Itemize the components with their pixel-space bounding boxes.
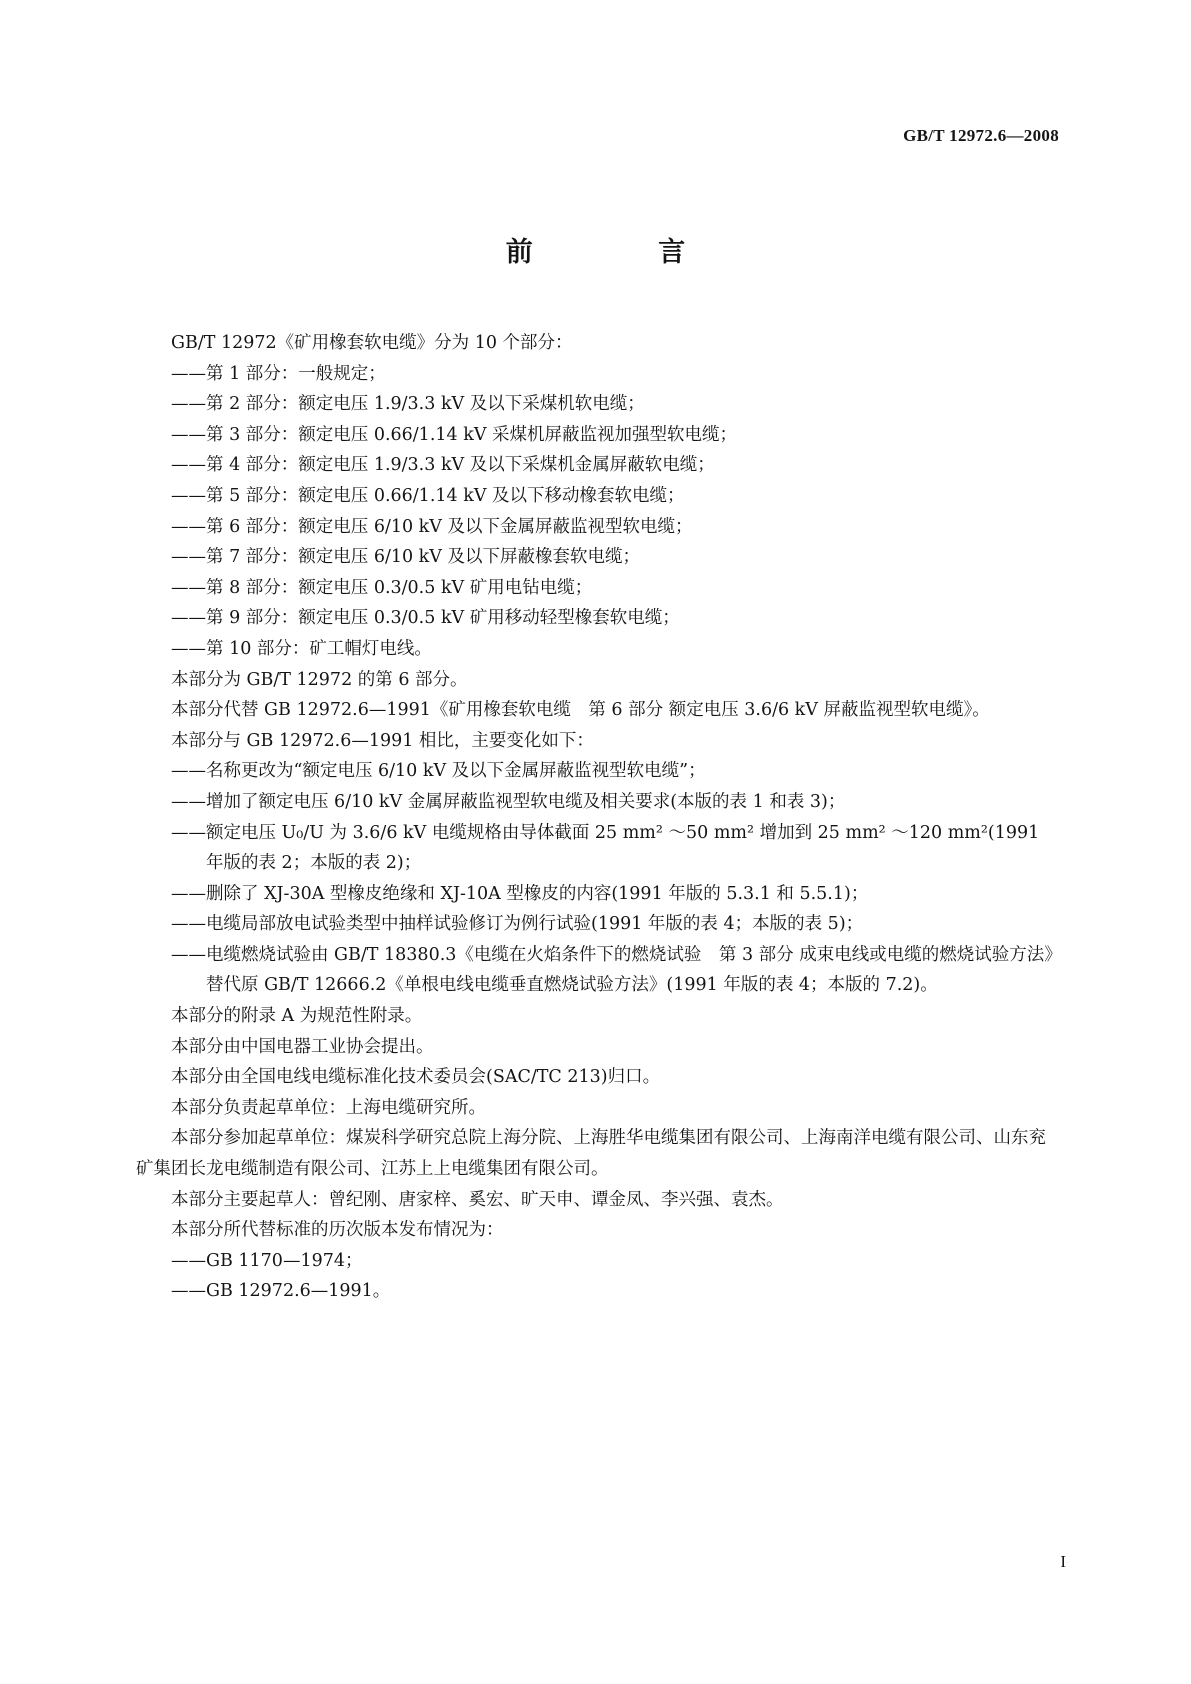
list-item: ——电缆燃烧试验由 GB/T 18380.3《电缆在火焰条件下的燃烧试验 第 3 部分 成束电线或电缆的燃烧试验方法》替代原 GB/T 12666.2《单根电线电缆垂直燃烧试验方法》(1991 年版的表 4；本版的 7.2)。: [171, 944, 1053, 996]
page-title: 前 言: [505, 237, 744, 268]
list-item: ——第 5 部分：额定电压 0.66/1.14 kV 及以下移动橡套软电缆；: [171, 485, 685, 506]
list-item: ——第 9 部分：额定电压 0.3/0.5 kV 矿用移动轻型橡套软电缆；: [171, 608, 680, 629]
list-item: ——第 6 部分：额定电压 6/10 kV 及以下金属屏蔽监视型软电缆；: [171, 516, 693, 537]
list-item: ——GB 1170—1974；: [171, 1250, 363, 1271]
paragraph-intro: GB/T 12972《矿用橡套软电缆》分为 10 个部分：: [171, 333, 573, 353]
list-item: ——第 10 部分：矿工帽灯电线。: [171, 638, 432, 659]
standard-code: GB/T 12972.6—2008: [903, 126, 1059, 145]
list-item: ——第 8 部分：额定电压 0.3/0.5 kV 矿用电钻电缆；: [171, 577, 593, 598]
list-item: ——GB 12972.6—1991。: [171, 1281, 391, 1302]
paragraph: 本部分为 GB/T 12972 的第 6 部分。: [171, 669, 468, 690]
list-item: ——删除了 XJ-30A 型橡皮绝缘和 XJ-10A 型橡皮的内容(1991 年版的 5.3.1 和 5.5.1)；: [171, 883, 869, 904]
paragraph: 本部分所代替标准的历次版本发布情况为：: [171, 1220, 504, 1241]
paragraph: 本部分负责起草单位：上海电缆研究所。: [171, 1097, 486, 1118]
paragraph: 本部分主要起草人：曾纪刚、唐家梓、奚宏、旷天申、谭金凤、李兴强、袁杰。: [171, 1189, 784, 1210]
paragraph: 本部分代替 GB 12972.6—1991《矿用橡套软电缆 第 6 部分 额定电压 3.6/6 kV 屏蔽监视型软电缆》。: [171, 700, 990, 721]
paragraph: 本部分的附录 A 为规范性附录。: [171, 1006, 423, 1027]
list-item: ——第 1 部分：一般规定；: [171, 363, 386, 384]
list-item: ——电缆局部放电试验类型中抽样试验修订为例行试验(1991 年版的表 4；本版的表 5)；: [171, 914, 864, 935]
list-item: ——额定电压 U₀/U 为 3.6/6 kV 电缆规格由导体截面 25 mm² ～50 mm² 增加到 25 mm² ～120 mm²(1991 年版的表 2；本版的表 2)；: [171, 822, 1040, 874]
page-number: I: [1060, 1552, 1066, 1571]
paragraph: 本部分与 GB 12972.6—1991 相比，主要变化如下：: [171, 730, 594, 751]
paragraph: 本部分参加起草单位：煤炭科学研究总院上海分院、上海胜华电缆集团有限公司、上海南洋电缆有限公司、山东兖矿集团长龙电缆制造有限公司、江苏上上电缆集团有限公司。: [136, 1128, 1046, 1180]
paragraph: 本部分由中国电器工业协会提出。: [171, 1036, 434, 1057]
list-item: ——第 7 部分：额定电压 6/10 kV 及以下屏蔽橡套软电缆；: [171, 547, 640, 568]
list-item: ——第 4 部分：额定电压 1.9/3.3 kV 及以下采煤机金属屏蔽软电缆；: [171, 455, 715, 476]
list-item: ——增加了额定电压 6/10 kV 金属屏蔽监视型软电缆及相关要求(本版的表 1 和表 3)；: [171, 791, 846, 812]
foreword-body: [136, 328, 1058, 1307]
list-item: ——第 3 部分：额定电压 0.66/1.14 kV 采煤机屏蔽监视加强型软电缆；: [171, 424, 738, 445]
list-item: ——第 2 部分：额定电压 1.9/3.3 kV 及以下采煤机软电缆；: [171, 394, 645, 415]
list-item: ——名称更改为“额定电压 6/10 kV 及以下金属屏蔽监视型软电缆”；: [171, 761, 706, 782]
paragraph: 本部分由全国电线电缆标准化技术委员会(SAC/TC 213)归口。: [171, 1067, 661, 1088]
